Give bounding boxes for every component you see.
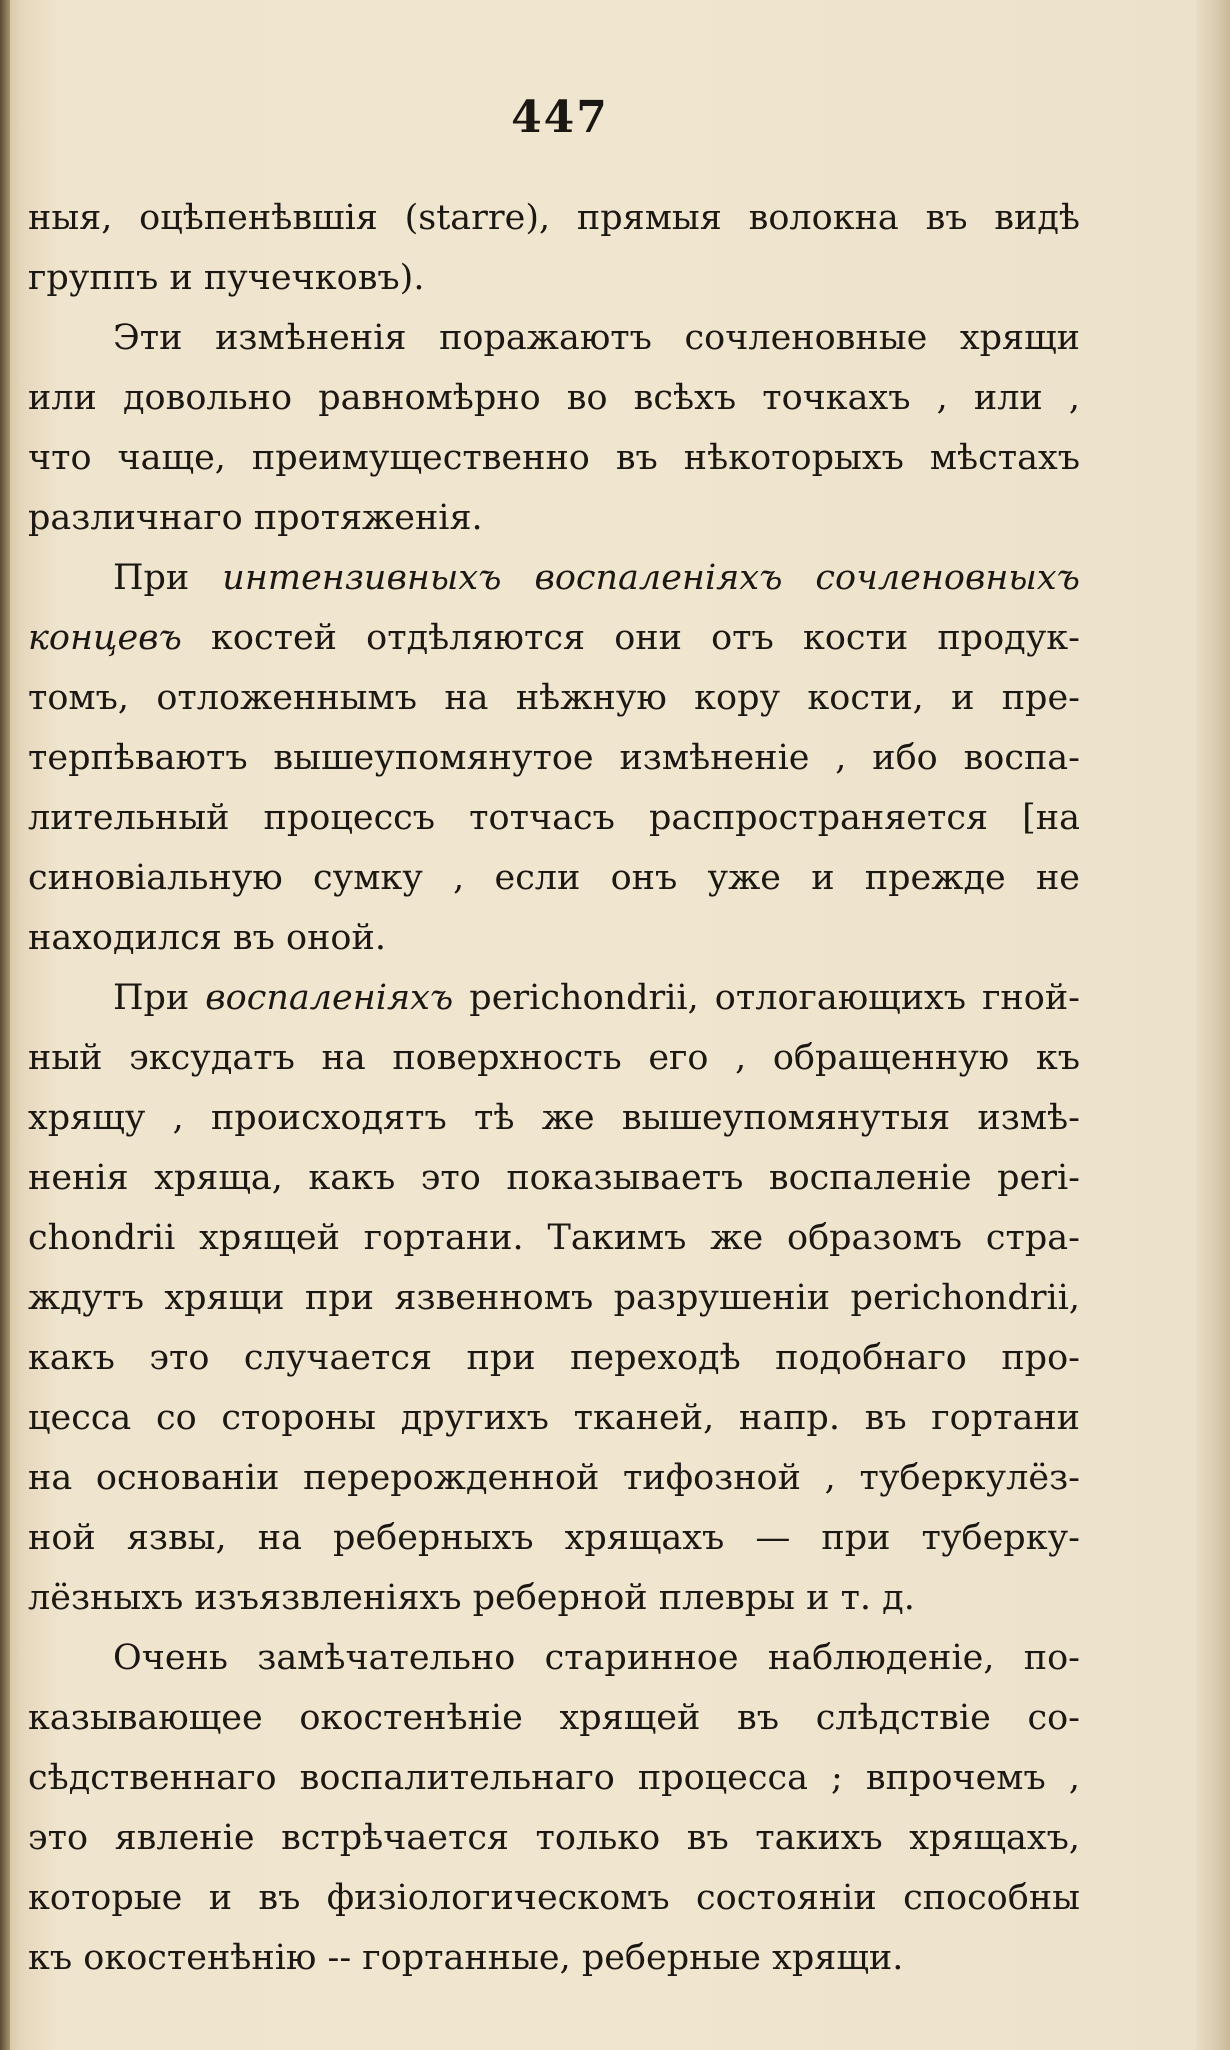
text-line: chondrii хрящей гортани. Такимъ же образомъ стра- <box>28 1218 1080 1258</box>
text-line: на основаніи перерожденной тифозной , туберкулёз- <box>28 1458 1080 1498</box>
text-line: ждутъ хрящи при язвенномъ разрушеніи perichondrii, <box>28 1278 1080 1318</box>
body-text <box>28 188 1080 1988</box>
text-line: лёзныхъ изъязвленіяхъ реберной плевры и т. д. <box>28 1578 915 1618</box>
text-segment: костей отдѣляются они отъ кости продук- <box>181 618 1080 658</box>
text-line <box>28 548 1080 608</box>
text-line: лительный процессъ тотчасъ распространяется [на <box>28 798 1080 838</box>
text-line: ныя, оцѣпенѣвшія (starre), прямыя волокна въ видѣ <box>28 198 1080 238</box>
text-line: группъ и пучечковъ). <box>28 258 425 298</box>
text-line: сѣдственнаго воспалительнаго процесса ; впрочемъ , <box>28 1758 1080 1798</box>
italic-text: воспаленіяхъ <box>205 978 454 1018</box>
paragraph <box>28 968 1080 1628</box>
book-spine <box>0 0 10 2050</box>
page-number: 447 <box>511 92 609 143</box>
text-line: синовіальную сумку , если онъ уже и прежде не <box>28 858 1080 898</box>
text-line: томъ, отложеннымъ на нѣжную кору кости, и пре- <box>28 678 1080 718</box>
text-line: казывающее окостенѣніе хрящей въ слѣдствіе со- <box>28 1698 1080 1738</box>
italic-text: концевъ <box>28 618 182 658</box>
text-segment: При <box>113 978 206 1018</box>
text-line: цесса со стороны другихъ тканей, напр. въ гортани <box>28 1398 1080 1438</box>
text-line: это явленіе встрѣчается только въ такихъ хрящахъ, <box>28 1818 1080 1858</box>
text-segment: При <box>113 558 223 598</box>
text-line: какъ это случается при переходѣ подобнаго про- <box>28 1338 1080 1378</box>
paragraph <box>28 188 1080 308</box>
text-line: къ окостенѣнію -- гортанные, реберные хрящи. <box>28 1938 904 1978</box>
paragraph <box>28 548 1080 968</box>
text-line: различнаго протяженія. <box>28 498 483 538</box>
text-line: ной язвы, на реберныхъ хрящахъ — при туберку- <box>28 1518 1080 1558</box>
text-line: терпѣваютъ вышеупомянутое измѣненіе , ибо воспа- <box>28 738 1080 778</box>
text-line: которые и въ физіологическомъ состояніи способны <box>28 1878 1080 1918</box>
text-line: ный эксудатъ на поверхность его , обращенную къ <box>28 1038 1080 1078</box>
text-line <box>28 968 1080 1028</box>
text-line <box>28 608 1080 668</box>
text-line: что чаще, преимущественно въ нѣкоторыхъ мѣстахъ <box>28 438 1080 478</box>
text-segment: perichondrii, отлогающихъ гной- <box>453 978 1080 1018</box>
paragraph <box>28 1628 1080 1988</box>
text-line: Очень замѣчательно старинное наблюденіе, по- <box>113 1638 1080 1678</box>
page-edge <box>1196 0 1230 2050</box>
text-line: находился въ оной. <box>28 918 386 958</box>
italic-text: интензивныхъ воспаленіяхъ сочленовныхъ <box>222 558 1080 598</box>
paragraph <box>28 308 1080 548</box>
text-line: Эти измѣненія поражаютъ сочленовные хрящи <box>113 318 1080 358</box>
text-line: хрящу , происходятъ тѣ же вышеупомянутыя измѣ- <box>28 1098 1080 1138</box>
text-line: или довольно равномѣрно во всѣхъ точкахъ , или , <box>28 378 1080 418</box>
text-line: ненія хряща, какъ это показываетъ воспаленіе peri- <box>28 1158 1080 1198</box>
